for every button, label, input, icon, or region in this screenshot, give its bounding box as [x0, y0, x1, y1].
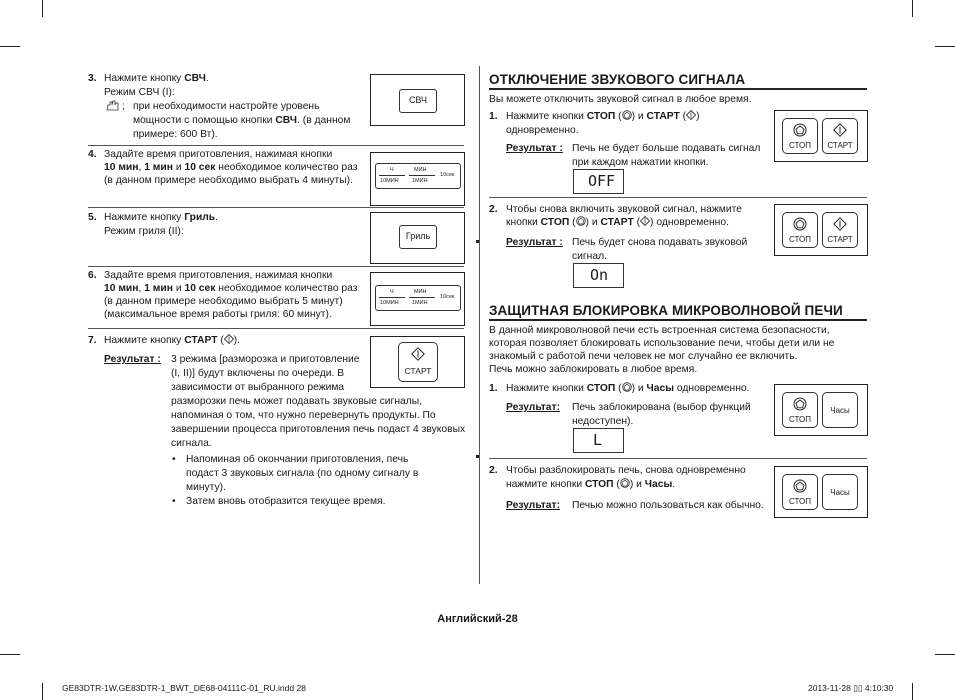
note-text: мощности с помощью кнопки СВЧ. (в данном	[133, 115, 351, 126]
step-number: 5.	[88, 212, 97, 223]
step-number: 3.	[88, 73, 97, 84]
stop-icon	[793, 123, 807, 137]
separator	[88, 328, 464, 329]
start-diamond-icon	[833, 123, 847, 137]
step-text: Нажмите кнопки СТОП ( ) и СТАРТ ( )	[506, 111, 700, 122]
button-label: СТАРТ	[404, 366, 432, 376]
step-text: Нажмите кнопку СВЧ.	[104, 73, 209, 84]
result-line: Печь будет снова подавать звуковой	[572, 237, 748, 248]
file-info: GE83DTR-1W,GE83DTR-1_BWT_DE68-04111C-01_RU.indd 28	[62, 683, 306, 693]
button-label: Гриль	[405, 231, 431, 241]
illustration-frame	[774, 466, 868, 518]
intro-text: В данной микроволновой печи есть встроенная система безопасности,	[489, 325, 830, 336]
panel-label: 1МИН	[412, 178, 428, 184]
result-label: Результат :	[506, 143, 563, 154]
note-text: при необходимости настройте уровень	[133, 101, 320, 112]
result-line: зависимости от выбранного режима	[171, 382, 345, 393]
step-text: кнопки СТОП ( ) и СТАРТ ( ) одновременно.	[506, 217, 729, 228]
button-label: СВЧ	[408, 95, 428, 105]
step-text: (максимальное время работы гриля: 60 минут).	[104, 309, 332, 320]
result-line: сигнал.	[572, 251, 607, 262]
bullet-dot: •	[172, 454, 176, 465]
display-screen	[573, 263, 624, 288]
divider	[379, 175, 405, 176]
stop-button	[782, 392, 818, 428]
step-text: (в данном примере необходимо выбрать 5 минут)	[104, 296, 343, 307]
illustration-frame	[774, 110, 868, 162]
step-number: 1.	[489, 383, 498, 394]
illustration-frame	[370, 212, 465, 264]
note-mark: ;	[122, 101, 125, 112]
divider	[409, 175, 435, 176]
panel-label: 10МИН	[380, 178, 399, 184]
step-text: Нажмите кнопку СТАРТ ( ).	[104, 335, 241, 346]
page-number: Английский-28	[437, 613, 518, 625]
stop-button	[782, 212, 818, 248]
step-text: Нажмите кнопки СТОП ( ) и Часы одновременно.	[506, 383, 750, 394]
stop-button	[782, 118, 818, 154]
stop-button	[782, 474, 818, 510]
result-line: недоступен).	[572, 416, 634, 427]
display-screen	[573, 169, 624, 194]
stop-icon	[622, 110, 632, 120]
microwave-button	[399, 225, 437, 249]
microwave-button	[399, 89, 437, 113]
result-line: разморозки печь может подавать звуковые сигналы,	[171, 396, 422, 407]
result-line: Печью можно пользоваться как обычно.	[572, 500, 764, 511]
step-text: Задайте время приготовления, нажимая кнопки	[104, 270, 333, 281]
display-readout: OFF	[588, 172, 616, 190]
intro-text: Печь можно заблокировать в любое время.	[489, 364, 698, 375]
panel-label: 10сек	[440, 294, 455, 300]
illustration-frame	[370, 336, 465, 388]
step-text: Нажмите кнопку Гриль.	[104, 212, 219, 223]
panel-label: 10сек	[440, 172, 455, 178]
clock-button	[822, 392, 858, 428]
column-divider	[479, 66, 480, 584]
crop-mark	[42, 0, 43, 17]
step-text: нажмите кнопки СТОП ( ) и Часы.	[506, 479, 676, 490]
illustration-frame	[774, 384, 868, 436]
crop-mark	[935, 654, 955, 655]
bullet-line: Затем вновь отобразится текущее время.	[186, 496, 386, 507]
separator	[88, 207, 464, 208]
section-title: ЗАЩИТНАЯ БЛОКИРОВКА МИКРОВОЛНОВОЙ ПЕЧИ	[489, 303, 843, 318]
result-label: Результат :	[104, 354, 161, 365]
intro-text: знакомый с работой печи человек не мог случайно ее включить.	[489, 351, 798, 362]
clock-button	[822, 474, 858, 510]
step-text: Чтобы разблокировать печь, снова одновременно	[506, 465, 746, 476]
start-diamond-icon	[411, 347, 425, 361]
illustration-frame	[370, 152, 465, 206]
divider	[409, 297, 435, 298]
step-text: (в данном примере необходимо выбрать 4 минуты).	[104, 175, 353, 186]
result-label: Результат :	[506, 237, 563, 248]
result-line: завершении процесса приготовления печь подаст 4 звуковых	[171, 424, 466, 435]
stop-icon	[620, 478, 630, 488]
separator	[489, 458, 867, 459]
result-line: сигнала.	[171, 438, 212, 449]
button-label: Часы	[830, 488, 850, 497]
step-text: Режим СВЧ (I):	[104, 87, 175, 98]
button-label: СТОП	[788, 415, 811, 424]
panel-label: МИН	[414, 289, 427, 295]
result-line: напоминая о том, что нужно перевернуть продукты. По	[171, 410, 436, 421]
start-button	[398, 342, 438, 382]
step-text: одновременно.	[506, 125, 579, 136]
bullet-line: подаст 3 звуковых сигнала (по одному сигналу в	[186, 468, 419, 479]
time-button-panel	[375, 285, 461, 311]
title-underline	[489, 319, 867, 321]
divider	[379, 297, 405, 298]
crop-mark	[42, 683, 43, 700]
note-text: примере: 600 Вт).	[133, 129, 218, 140]
stop-icon	[793, 397, 807, 411]
start-diamond-icon	[686, 110, 696, 120]
separator	[88, 266, 464, 267]
result-line: (I, II)] будут включены по очереди. В	[171, 368, 345, 379]
separator	[88, 145, 464, 146]
stop-icon	[622, 382, 632, 392]
bullet-line: Напоминая об окончании приготовления, печь	[186, 454, 409, 465]
result-line: при каждом нажатии кнопки.	[572, 157, 709, 168]
button-label: СТОП	[788, 141, 811, 150]
crop-mark	[0, 46, 20, 47]
step-text: Задайте время приготовления, нажимая кнопки	[104, 149, 333, 160]
step-text: 10 мин, 1 мин и 10 сек необходимое количество раз	[104, 162, 358, 173]
button-label: СТОП	[788, 235, 811, 244]
start-diamond-icon	[640, 216, 650, 226]
section-title: ОТКЛЮЧЕНИЕ ЗВУКОВОГО СИГНАЛА	[489, 72, 746, 87]
display-screen	[573, 428, 624, 453]
result-label: Результат:	[506, 402, 560, 413]
title-underline	[489, 88, 867, 90]
stop-icon	[793, 217, 807, 231]
step-number: 2.	[489, 465, 498, 476]
panel-label: Ч	[390, 289, 394, 295]
button-label: СТАРТ	[827, 235, 853, 244]
button-label: Часы	[830, 406, 850, 415]
crop-mark	[912, 0, 913, 17]
display-readout: L	[593, 431, 603, 449]
bullet-dot: •	[172, 496, 176, 507]
time-button-panel	[375, 163, 461, 189]
crop-mark	[912, 683, 913, 700]
illustration-frame	[370, 74, 465, 126]
result-line: Печь не будет больше подавать сигнал	[572, 143, 761, 154]
step-number: 7.	[88, 335, 97, 346]
intro-text: Вы можете отключить звуковой сигнал в любое время.	[489, 94, 752, 105]
panel-label: Ч	[390, 167, 394, 173]
start-button	[822, 212, 858, 248]
date-info: 2013-11-28 ▯▯ 4:10:30	[808, 683, 894, 693]
step-number: 6.	[88, 270, 97, 281]
step-text: Чтобы снова включить звуковой сигнал, нажмите	[506, 204, 742, 215]
panel-label: 1МИН	[412, 300, 428, 306]
crop-mark	[0, 654, 20, 655]
crop-mark	[935, 46, 955, 47]
panel-label: 10МИН	[380, 300, 399, 306]
panel-label: МИН	[414, 167, 427, 173]
stop-icon	[793, 479, 807, 493]
illustration-frame	[370, 272, 465, 326]
illustration-frame	[774, 204, 868, 256]
display-readout: On	[590, 266, 609, 284]
step-number: 2.	[489, 204, 498, 215]
intro-text: которая позволяет блокировать использование печи, чтобы дети или не	[489, 338, 835, 349]
step-number: 4.	[88, 149, 97, 160]
start-diamond-icon	[833, 217, 847, 231]
result-line: Печь заблокирована (выбор функций	[572, 402, 751, 413]
note-hand-icon	[106, 100, 120, 112]
start-button	[822, 118, 858, 154]
step-text: Режим гриля (II):	[104, 226, 184, 237]
bullet-line: минуту).	[186, 482, 226, 493]
result-label: Результат:	[506, 500, 560, 511]
separator	[489, 197, 867, 198]
button-label: СТАРТ	[827, 141, 853, 150]
step-text: 10 мин, 1 мин и 10 сек необходимое количество раз	[104, 283, 358, 294]
result-line: 3 режима [разморозка и приготовление	[171, 354, 360, 365]
button-label: СТОП	[788, 497, 811, 506]
start-diamond-icon	[224, 334, 234, 344]
step-number: 1.	[489, 111, 498, 122]
stop-icon	[576, 216, 586, 226]
